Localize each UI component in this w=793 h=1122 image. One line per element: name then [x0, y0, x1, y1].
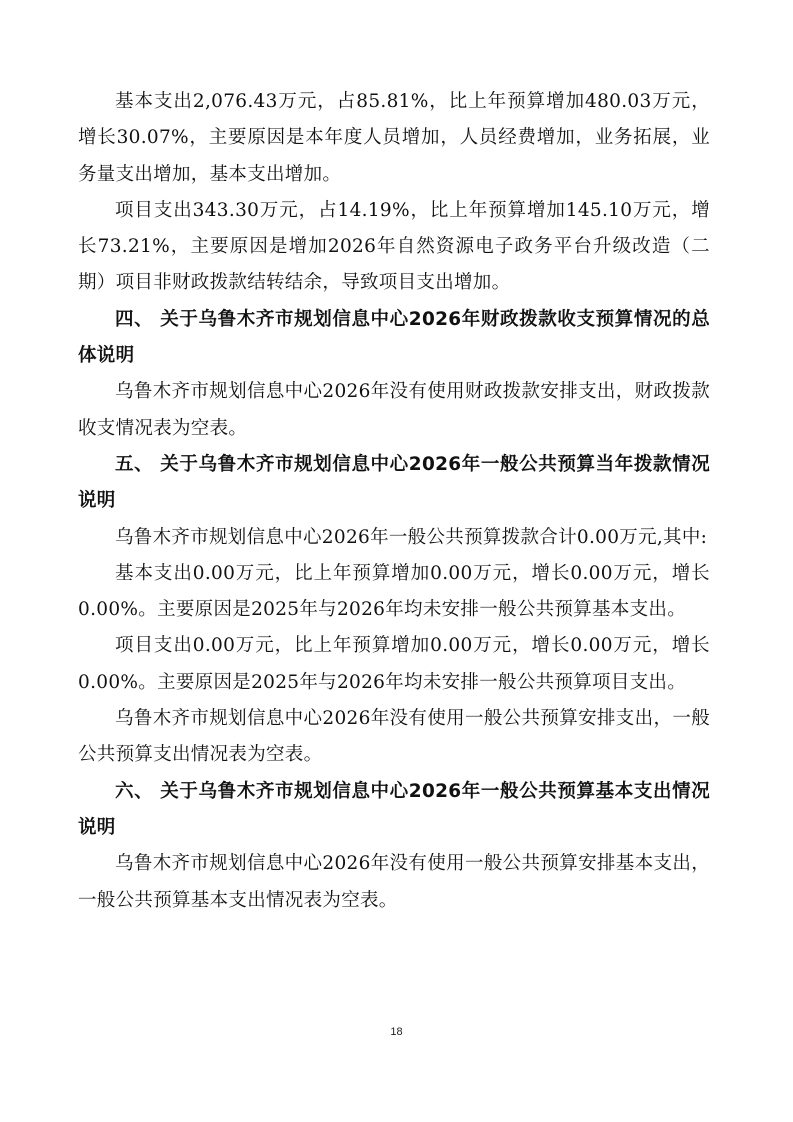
paragraph-general-budget-basic: 基本支出0.00万元，比上年预算增加0.00万元，增长0.00万元，增长0.00%。主要原因是2025年与2026年均未安排一般公共预算基本支出。	[78, 562, 710, 621]
paragraph-project-expenditure: 项目支出343.30万元，占14.19%，比上年预算增加145.10万元，增长73.21%，主要原因是增加2026年自然资源电子政务平台升级改造（二期）项目非财政拨款结转结余，导致项目支出增加。	[78, 199, 710, 294]
paragraph-general-budget-empty: 乌鲁木齐市规划信息中心2026年没有使用一般公共预算安排支出，一般公共预算支出情况表为空表。	[78, 708, 710, 766]
paragraph-fiscal-appropriation: 乌鲁木齐市规划信息中心2026年没有使用财政拨款安排支出，财政拨款收支情况表为空表。	[78, 381, 710, 439]
paragraph-basic-expenditure-empty: 乌鲁木齐市规划信息中心2026年没有使用一般公共预算安排基本支出，一般公共预算基本支出情况表为空表。	[78, 853, 710, 911]
paragraph-general-budget-total: 乌鲁木齐市规划信息中心2026年一般公共预算拨款合计0.00万元,其中:	[115, 526, 708, 548]
paragraph-basic-expenditure: 基本支出2,076.43万元，占85.81%，比上年预算增加480.03万元，增长30.07%，主要原因是本年度人员增加，人员经费增加，业务拓展，业务量支出增加，基本支出增加。	[78, 91, 710, 185]
section-heading-5: 五、 关于乌鲁木齐市规划信息中心2026年一般公共预算当年拨款情况说明	[78, 453, 710, 512]
document-body	[78, 84, 710, 919]
section-heading-6: 六、 关于乌鲁木齐市规划信息中心2026年一般公共预算基本支出情况说明	[78, 780, 710, 838]
page-number: 18	[390, 1026, 403, 1038]
section-heading-4: 四、 关于乌鲁木齐市规划信息中心2026年财政拨款收支预算情况的总体说明	[78, 308, 710, 367]
paragraph-general-budget-project: 项目支出0.00万元，比上年预算增加0.00万元，增长0.00万元，增长0.00%。主要原因是2025年与2026年均未安排一般公共预算项目支出。	[78, 635, 710, 693]
